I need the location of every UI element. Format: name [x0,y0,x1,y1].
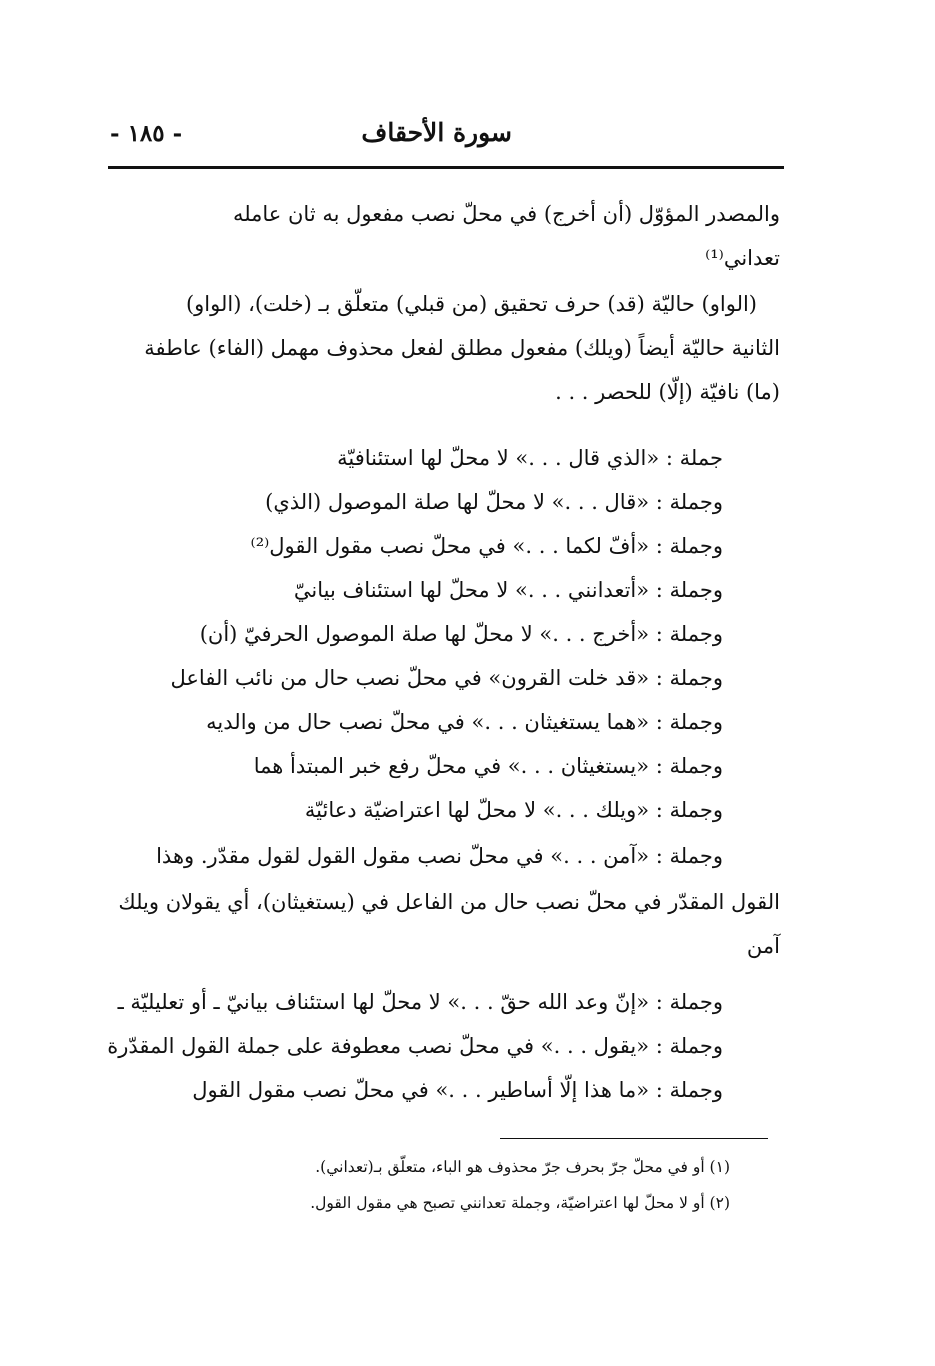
paragraph-line: تعداني⁽¹⁾ [705,246,780,270]
sentence-item: وجملة : «يقول . . .» في محلّ نصب معطوفة على جملة القول المقدّرة [107,1034,723,1058]
sentence-item: وجملة : «هما يستغيثان . . .» في محلّ نصب حال من والديه [206,710,723,734]
paragraph-line: (الواو) حاليّة (قد) حرف تحقيق (من قبلي) متعلّق بـ (خلت)، (الواو) [185,292,757,316]
sentence-item: وجملة : «ويلك . . .» لا محلّ لها اعتراضيّة دعائيّة [304,798,723,822]
sentence-item: وجملة : «قد خلت القرون» في محلّ نصب حال من نائب الفاعل [170,666,723,690]
sentence-item: وجملة : «إنّ وعد الله حقّ . . .» لا محلّ لها استئناف بيانيّ ـ أو تعليليّة ـ [117,990,723,1014]
sentence-line: آمن [746,934,780,958]
footnote-rule [500,1138,768,1139]
paragraph-line: الثانية حاليّة أيضاً (ويلك) مفعول مطلق لفعل محذوف مهمل (الفاء) عاطفة [144,336,780,360]
sentence-item: جملة : «الذي قال . . .» لا محلّ لها استئنافيّة [337,446,723,470]
footnote-1: (١) أو في محلّ جرّ بحرف جرّ محذوف هو الباء، متعلّق بـ(تعداني). [315,1158,730,1176]
sentence-item: وجملة : «أفّ لكما . . .» في محلّ نصب مقول القول⁽²⁾ [250,534,723,558]
paragraph-line: والمصدر المؤوّل (أن أخرج) في محلّ نصب مفعول به ثان عامله [232,202,780,226]
paragraph-line: (ما) نافيّة (إلّا) للحصر . . . [555,380,780,404]
footnote-2: (٢) أو لا محلّ لها اعتراضيّة، وجملة تعدانني تصبح هي مقول القول. [310,1194,730,1212]
sentence-item: وجملة : «أتعدانني . . .» لا محلّ لها استئناف بيانيّ [293,578,723,602]
page-number: - ١٨٥ - [110,120,183,147]
sentence-item: وجملة : «ما هذا إلّا أساطير . . .» في محلّ نصب مقول القول [192,1078,723,1102]
sentence-line: وجملة : «آمن . . .» في محلّ نصب مقول القول لقول مقدّر. وهذا [156,844,723,868]
sentence-line: القول المقدّر في محلّ نصب حال من الفاعل في (يستغيثان)، أي يقولان ويلك [118,890,780,914]
surah-title: سورة الأحقاف [361,118,512,147]
sentence-item: وجملة : «أخرج . . .» لا محلّ لها صلة الموصول الحرفيّ (أن) [199,622,723,646]
sentence-item: وجملة : «يستغيثان . . .» في محلّ رفع خبر المبتدأ هما [253,754,723,778]
sentence-item: وجملة : «قال . . .» لا محلّ لها صلة الموصول (الذي) [265,490,723,514]
